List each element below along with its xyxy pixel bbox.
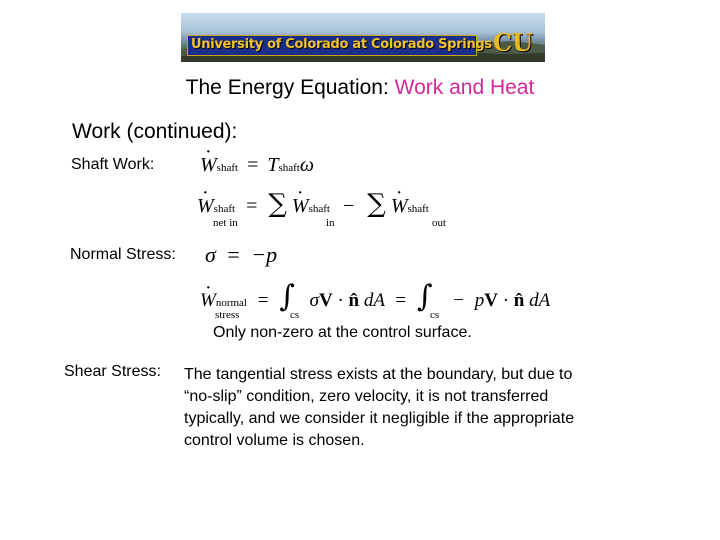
area-element: dA xyxy=(363,290,385,311)
section-heading: Work (continued): xyxy=(72,120,238,143)
w-subscript: shaft xyxy=(213,203,236,215)
sigma-symbol: σ xyxy=(205,242,216,267)
shear-stress-text xyxy=(184,364,630,452)
shear-text-line: typically, and we consider it negligible if the appropriate xyxy=(184,410,575,427)
out-label: out xyxy=(432,217,447,229)
minus-sign: − xyxy=(453,290,464,311)
control-surface-note: Only non-zero at the control surface. xyxy=(213,324,472,341)
w-dot-symbol: · W xyxy=(200,286,216,316)
w-dot-symbol: · W xyxy=(292,192,309,220)
control-surface-label: cs xyxy=(430,309,440,321)
torque-subscript: shaft xyxy=(278,162,300,174)
in-label: in xyxy=(326,217,335,229)
omega-symbol: ω xyxy=(299,154,314,176)
negative-pressure: −p xyxy=(251,242,278,267)
title-accent: Work and Heat xyxy=(394,76,535,99)
stress-label: stress xyxy=(215,309,240,321)
shear-text-line: control volume is chosen. xyxy=(184,432,365,449)
torque-symbol: T xyxy=(267,154,279,176)
equals-sign: = xyxy=(227,242,240,267)
w-dot-symbol: · W xyxy=(200,152,217,178)
summation-symbol: ∑ xyxy=(367,189,386,219)
sigma-symbol: σ xyxy=(309,290,319,311)
shaft-work-label: Shaft Work: xyxy=(71,156,155,173)
shaft-work-equation xyxy=(200,152,314,181)
shear-text-line: “no-slip” condition, zero velocity, it is not transferred xyxy=(184,388,549,405)
normal-vector: n̂ xyxy=(348,290,360,311)
velocity-vector: V xyxy=(484,290,498,311)
shear-stress-label: Shear Stress: xyxy=(64,363,161,380)
normal-vector: n̂ xyxy=(513,290,525,311)
area-element: dA xyxy=(529,290,551,311)
w-dot-symbol: · W xyxy=(391,192,408,220)
w-subscript: shaft xyxy=(216,162,239,174)
pressure-symbol: p xyxy=(474,290,485,311)
control-surface-label: cs xyxy=(290,309,300,321)
slide-title xyxy=(0,74,720,102)
title-prefix: The Energy Equation: xyxy=(185,76,395,99)
equals-sign: = xyxy=(257,290,269,311)
normal-stress-label: Normal Stress: xyxy=(70,246,176,263)
banner-text: University of Colorado at Colorado Springs xyxy=(191,37,492,52)
minus-sign: − xyxy=(342,195,355,217)
dot-product: · xyxy=(337,290,344,311)
equals-sign: = xyxy=(246,195,258,217)
w-subscript: shaft xyxy=(407,203,429,215)
summation-symbol: ∑ xyxy=(268,189,287,219)
integral-symbol: ∫ xyxy=(279,279,295,314)
normal-stress-equation xyxy=(205,241,277,269)
equals-sign: = xyxy=(395,290,407,311)
equals-sign: = xyxy=(247,154,259,176)
w-dot-symbol: · W xyxy=(197,192,214,220)
integral-symbol: ∫ xyxy=(416,279,433,314)
w-subscript: normal xyxy=(215,297,247,309)
net-in-label: net in xyxy=(213,217,238,229)
normal-stress-work-equation xyxy=(200,279,551,318)
shear-text-line: The tangential stress exists at the boundary, but due to xyxy=(184,366,573,383)
cu-logo: CU xyxy=(493,28,534,57)
university-banner xyxy=(181,13,545,62)
dot-product: · xyxy=(502,290,510,311)
velocity-vector: V xyxy=(318,290,333,311)
w-subscript: shaft xyxy=(308,203,330,215)
